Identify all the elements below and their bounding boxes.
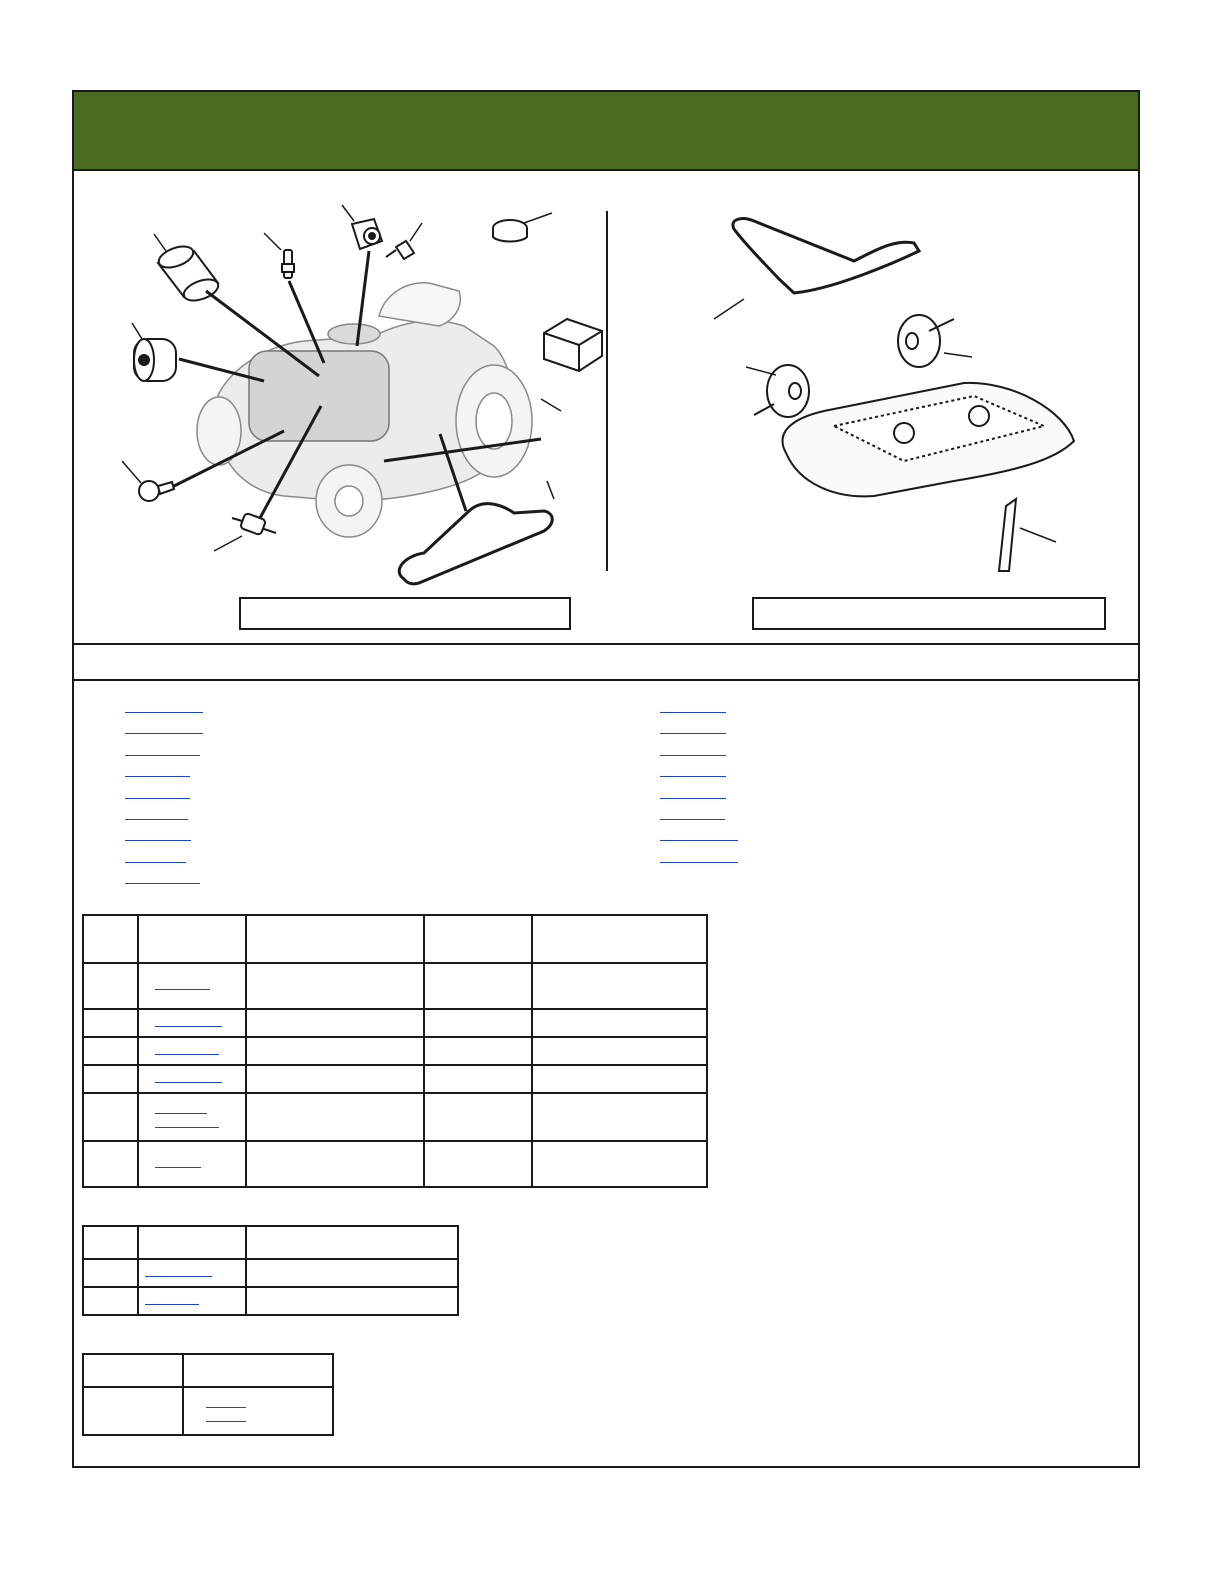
part-link[interactable] bbox=[125, 786, 203, 807]
table-row bbox=[83, 1009, 707, 1037]
part-links-left bbox=[125, 700, 203, 893]
right-illustration-caption bbox=[752, 597, 1106, 630]
drive-belt-icon bbox=[399, 504, 552, 584]
bulb-icon bbox=[139, 481, 174, 501]
part-number-link[interactable] bbox=[155, 1157, 201, 1168]
header-banner bbox=[74, 92, 1138, 171]
part-number-link-continued[interactable] bbox=[155, 1117, 219, 1128]
column-header bbox=[532, 915, 707, 963]
column-header bbox=[246, 1226, 458, 1259]
column-header bbox=[183, 1354, 333, 1387]
part-links-right bbox=[660, 700, 738, 871]
part-link[interactable] bbox=[660, 828, 738, 849]
part-link[interactable] bbox=[660, 743, 738, 764]
left-illustration-caption bbox=[239, 597, 571, 630]
key-icon bbox=[386, 241, 414, 259]
part-link[interactable] bbox=[660, 786, 738, 807]
part-number-link-continued[interactable] bbox=[206, 1411, 246, 1422]
part-number-link[interactable] bbox=[155, 1044, 219, 1055]
table-row bbox=[83, 1037, 707, 1065]
part-link[interactable] bbox=[125, 850, 203, 871]
part-number-link[interactable] bbox=[155, 1016, 222, 1027]
column-header bbox=[83, 915, 138, 963]
column-header bbox=[246, 915, 424, 963]
part-link[interactable] bbox=[125, 743, 203, 764]
part-number-link[interactable] bbox=[145, 1294, 199, 1305]
ignition-switch-icon bbox=[352, 219, 382, 249]
parts-illustration bbox=[74, 171, 1138, 643]
spark-plug-icon bbox=[282, 250, 294, 278]
table-row bbox=[83, 963, 707, 1009]
column-header bbox=[424, 915, 532, 963]
part-link[interactable] bbox=[660, 807, 738, 828]
part-link[interactable] bbox=[125, 828, 203, 849]
table-row bbox=[83, 1065, 707, 1093]
part-number-link[interactable] bbox=[155, 1072, 222, 1083]
column-header bbox=[138, 915, 246, 963]
parts-table bbox=[82, 914, 708, 1188]
part-link[interactable] bbox=[660, 764, 738, 785]
part-link[interactable] bbox=[660, 850, 738, 871]
table-row bbox=[83, 1259, 458, 1287]
oil-filter-icon bbox=[134, 339, 176, 381]
fuel-filter-icon bbox=[232, 513, 276, 536]
part-link[interactable] bbox=[125, 764, 203, 785]
column-header bbox=[83, 1354, 183, 1387]
table-row bbox=[83, 1387, 333, 1435]
part-number-link[interactable] bbox=[145, 1266, 212, 1277]
fuel-cap-icon bbox=[493, 220, 527, 242]
column-header bbox=[138, 1226, 246, 1259]
part-link[interactable] bbox=[660, 700, 738, 721]
part-link[interactable] bbox=[660, 721, 738, 742]
deck-belt-icon bbox=[733, 219, 919, 293]
table-row bbox=[83, 1093, 707, 1141]
part-link[interactable] bbox=[125, 700, 203, 721]
part-link[interactable] bbox=[125, 871, 203, 892]
part-link[interactable] bbox=[125, 807, 203, 828]
part-number-link[interactable] bbox=[206, 1397, 246, 1408]
battery-icon bbox=[544, 319, 602, 371]
secondary-parts-table bbox=[82, 1225, 459, 1316]
mower-blade-icon bbox=[999, 499, 1016, 571]
mower-deck-icon bbox=[783, 383, 1074, 496]
small-table bbox=[82, 1353, 334, 1436]
part-number-link[interactable] bbox=[155, 979, 210, 990]
page-frame bbox=[72, 90, 1140, 1468]
section-header bbox=[74, 643, 1138, 681]
column-header bbox=[83, 1226, 138, 1259]
table-row bbox=[83, 1141, 707, 1187]
part-link[interactable] bbox=[125, 721, 203, 742]
part-number-link[interactable] bbox=[155, 1103, 207, 1114]
table-row bbox=[83, 1287, 458, 1315]
